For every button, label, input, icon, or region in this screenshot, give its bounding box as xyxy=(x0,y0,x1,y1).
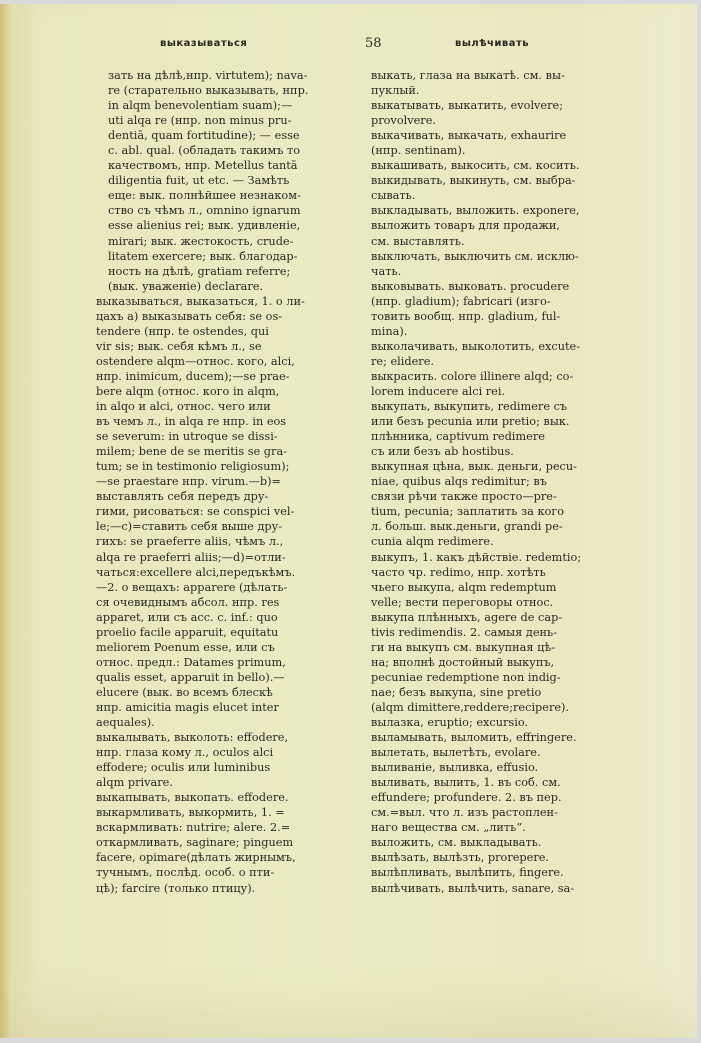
text-line: выливать, вылить, 1. въ соб. см. xyxy=(371,776,561,790)
text-line: тучнымъ, послѣд. особ. о пти- xyxy=(96,866,275,880)
dictionary-entry xyxy=(371,459,637,549)
text-line: esse alienius rei; вык. удивленіе, xyxy=(108,219,301,233)
text-line: см. выставлять. xyxy=(371,234,465,248)
text-line: сывать. xyxy=(371,189,416,203)
text-line: tum; se in testimonio religiosum); xyxy=(96,460,290,474)
text-line: нпр. amicitia magis elucet inter xyxy=(96,700,279,714)
text-line: товить вообщ. нпр. gladium, ful- xyxy=(371,309,561,323)
text-line: выковывать. выковать. procudere xyxy=(371,279,570,293)
text-line: выкатывать, выкатить, evolvere; xyxy=(371,99,564,113)
text-line: ность на дѣлѣ, gratiam referre; xyxy=(108,264,291,278)
text-line: выкармливать, выкормить, 1. = xyxy=(96,806,285,820)
text-line: facere, opimare(дѣлать жирнымъ, xyxy=(96,851,296,865)
text-line: aequales). xyxy=(96,716,155,730)
text-line: плѣнника, captivum redimere xyxy=(371,430,545,444)
text-line: diligentia fuit, ut etc. — Замѣть xyxy=(108,174,290,188)
text-line: tium, pecunia; заплатить за кого xyxy=(371,505,565,519)
text-line: гими, рисоваться: se conspici vel- xyxy=(96,505,295,519)
text-line: чать. xyxy=(371,264,402,278)
dictionary-entry xyxy=(371,881,637,896)
text-line: pecuniae redemptione non indig- xyxy=(371,670,561,684)
text-line: зать на дѣлѣ,нпр. virtutem); nava- xyxy=(108,69,308,82)
dictionary-entry xyxy=(371,730,637,745)
text-line: чаться:excellere alci,передъкѣмъ. xyxy=(96,565,296,579)
text-line: velle; вести переговоры относ. xyxy=(371,595,554,609)
text-line: выложить товаръ для продажи, xyxy=(371,219,561,233)
text-line: nae; безъ выкупа, sine pretio xyxy=(371,685,542,699)
text-line: выкупать, выкупить, redimere съ xyxy=(371,400,568,414)
text-line: meliorem Poenum esse, или съ xyxy=(96,640,275,654)
text-line: выламывать, выломить, effringere. xyxy=(371,731,577,745)
text-line: въ чемъ л., in alqa re нпр. in eos xyxy=(96,415,287,429)
dictionary-entry xyxy=(371,715,637,730)
text-line: часто чр. redimo, нпр. хотѣть xyxy=(371,565,546,579)
text-line: vir sis; вык. себя кѣмъ л., se xyxy=(96,339,262,353)
text-line: alqa re praeferri aliis;—d)=отли- xyxy=(96,550,286,564)
text-line: выставлять себя передъ дру- xyxy=(96,490,269,504)
text-line: выколачивать, выколотить, excute- xyxy=(371,339,581,353)
text-line: ся очевиднымъ абсол. нпр. res xyxy=(96,595,280,609)
text-line: litatem exercere; вык. благодар- xyxy=(108,249,298,263)
text-line: dentiā, quam fortitudine); — esse xyxy=(108,129,300,143)
left-guideword: выказываться xyxy=(160,38,248,49)
text-line: откармливать, saginare; pinguem xyxy=(96,836,294,850)
text-line: нпр. глаза кому л., oculos alci xyxy=(96,746,274,760)
text-line: —2. о вещахъ: apparere (дѣлать- xyxy=(96,580,288,594)
text-line: выкать, глаза на выкатѣ. см. вы- xyxy=(371,69,565,82)
dictionary-entry xyxy=(96,730,350,790)
text-line: qualis esset, apparuit in bello).— xyxy=(96,670,285,684)
dictionary-entry xyxy=(371,850,637,865)
dictionary-entry xyxy=(371,68,637,98)
text-line: цѣ); farcire (только птицу). xyxy=(96,881,256,895)
text-line: гихъ: se praeferre aliis, чѣмъ л., xyxy=(96,535,284,549)
text-line: ги на выкупъ см. выкупная цѣ- xyxy=(371,640,556,654)
text-line: вылѣзать, вылѣзть, prorepere. xyxy=(371,851,550,865)
text-line: mina). xyxy=(371,324,408,338)
left-entries xyxy=(96,294,350,896)
text-line: выкупъ, 1. какъ дѣйствіе. redemtio; xyxy=(371,550,582,564)
dictionary-entry xyxy=(371,399,637,459)
page-number: 58 xyxy=(365,36,382,51)
text-line: bere alqm (относ. кого in alqm, xyxy=(96,384,280,398)
text-line: выливаніе, выливка, effusio. xyxy=(371,761,539,775)
text-line: c. abl. qual. (обладать такимъ то xyxy=(108,144,301,158)
dictionary-entry xyxy=(371,203,637,248)
text-line: tendere (нпр. te ostendes, qui xyxy=(96,324,269,338)
text-line: съ или безъ ab hostibus. xyxy=(371,445,514,459)
text-line: mirari; вык. жестокость, crude- xyxy=(108,234,294,248)
text-line: вылѣпливать, вылѣпить, fingere. xyxy=(371,866,564,880)
text-line: наго вещества см. „лить“. xyxy=(371,821,526,835)
text-line: proelio facile apparuit, equitatu xyxy=(96,625,279,639)
dictionary-entry xyxy=(371,339,637,369)
text-line: re; elidere. xyxy=(371,354,434,368)
text-line: на; вполнѣ достойный выкупъ, xyxy=(371,655,555,669)
continuation-block xyxy=(96,68,350,294)
text-line: milem; bene de se meritis se gra- xyxy=(96,445,287,459)
text-line: (нпр. sentinam). xyxy=(371,144,466,158)
text-line: apparet, или съ acc. c. inf.: quo xyxy=(96,610,278,624)
dictionary-page xyxy=(0,4,697,1038)
text-line: еще: вык. полнѣйшее незнаком- xyxy=(108,189,301,203)
text-line: provolvere. xyxy=(371,114,436,128)
text-line: (вык. уваженіе) declarare. xyxy=(108,279,264,293)
text-line: качествомъ, нпр. Metellus tantā xyxy=(108,159,298,173)
text-line: se severum: in utroque se dissi- xyxy=(96,430,278,444)
text-line: вылетать, вылетѣть, evolare. xyxy=(371,746,541,760)
text-line: выкашивать, выкосить, см. косить. xyxy=(371,159,580,173)
text-line: uti alqa re (нпр. non minus pru- xyxy=(108,114,292,128)
dictionary-entry xyxy=(371,745,637,760)
text-line: вылѣчивать, вылѣчить, sanare, sa- xyxy=(371,881,575,895)
text-line: (нпр. gladium); fabricari (изго- xyxy=(371,294,551,308)
text-line: in alqm benevolentiam suam);— xyxy=(108,99,293,113)
text-line: (alqm dimittere,reddere;recipere). xyxy=(371,700,570,714)
text-line: пуклый. xyxy=(371,84,420,98)
dictionary-entry xyxy=(371,98,637,128)
text-line: цахъ а) выказывать себя: se os- xyxy=(96,309,283,323)
running-head xyxy=(0,36,697,56)
text-line: in alqo и alci, относ. чего или xyxy=(96,400,271,414)
text-line: tivis redimendis. 2. самыя день- xyxy=(371,625,558,639)
text-line: связи рѣчи также просто—pre- xyxy=(371,490,557,504)
dictionary-entry xyxy=(371,775,637,835)
right-entries xyxy=(371,68,637,896)
text-line: чьего выкупа, alqm redemptum xyxy=(371,580,557,594)
text-line: re (старательно выказывать, нпр. xyxy=(108,84,309,98)
text-line: выказываться, выказаться, 1. о ли- xyxy=(96,294,305,308)
dictionary-entry xyxy=(371,835,637,850)
text-line: le;—c)=ставить себя выше дру- xyxy=(96,520,283,534)
dictionary-entry xyxy=(96,294,350,730)
text-line: выключать, выключить см. исклю- xyxy=(371,249,579,263)
left-column xyxy=(96,68,350,896)
dictionary-entry xyxy=(96,790,350,805)
text-line: выкачивать, выкачать, exhaurire xyxy=(371,129,567,143)
text-line: effodere; oculis или luminibus xyxy=(96,761,271,775)
text-line: ство съ чѣмъ л., omnino ignarum xyxy=(108,204,301,218)
text-line: выкидывать, выкинуть, см. выбра- xyxy=(371,174,576,188)
text-line: lorem inducere alci rei. xyxy=(371,384,506,398)
right-column xyxy=(371,68,637,896)
text-line: elucere (вык. во всемъ блескѣ xyxy=(96,685,273,699)
text-line: выкрасить. colore illinere alqd; co- xyxy=(371,369,574,383)
dictionary-entry xyxy=(371,550,637,716)
dictionary-entry xyxy=(371,279,637,339)
dictionary-entry xyxy=(371,173,637,203)
text-line: выкладывать, выложить. exponere, xyxy=(371,204,580,218)
text-line: ostendere alqm—относ. кого, alci, xyxy=(96,354,295,368)
text-line: выкапывать, выкопать. effodere. xyxy=(96,791,289,805)
text-line: вылазка, eruptio; excursio. xyxy=(371,716,529,730)
text-line: см.=выл. что л. изъ растоплен- xyxy=(371,806,558,820)
text-line: или безъ pecunia или pretio; вык. xyxy=(371,415,570,429)
text-line: л. больш. вык.деньги, grandi pe- xyxy=(371,520,563,534)
text-line: выложить, см. выкладывать. xyxy=(371,836,542,850)
text-line: выкупная цѣна, вык. деньги, pecu- xyxy=(371,460,577,474)
text-line: effundere; profundere. 2. въ пер. xyxy=(371,791,562,805)
dictionary-entry xyxy=(371,760,637,775)
text-line: выкупа плѣнныхъ, agere de cap- xyxy=(371,610,563,624)
dictionary-entry xyxy=(371,128,637,158)
dictionary-entry xyxy=(371,369,637,399)
text-line: alqm privare. xyxy=(96,776,173,790)
text-line: cunia alqm redimere. xyxy=(371,535,494,549)
text-line: вскармливать: nutrire; alere. 2.= xyxy=(96,821,291,835)
dictionary-entry xyxy=(371,865,637,880)
text-line: выкалывать, выколоть: effodere, xyxy=(96,731,289,745)
text-line: относ. предл.: Datames primum, xyxy=(96,655,286,669)
dictionary-entry xyxy=(371,158,637,173)
text-line: —se praestare нпр. virum.—b)= xyxy=(96,475,282,489)
dictionary-entry xyxy=(371,249,637,279)
text-line: нпр. inimicum, ducem);—se prae- xyxy=(96,369,290,383)
right-guideword: вылѣчивать xyxy=(455,38,530,49)
dictionary-entry xyxy=(96,805,350,895)
text-line: niae, quibus alqs redimitur; въ xyxy=(371,475,547,489)
